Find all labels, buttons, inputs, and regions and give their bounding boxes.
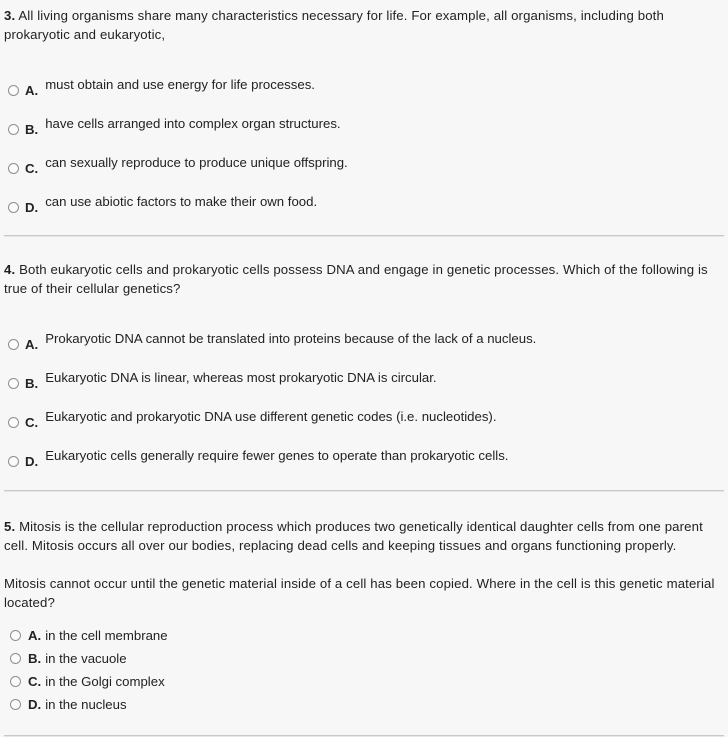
option-text: have cells arranged into complex organ structures. [45,116,341,131]
question-4-option-d[interactable] [4,429,724,468]
option-text: can sexually reproduce to produce unique offspring. [45,155,348,170]
question-3-option-a[interactable] [4,58,724,97]
question-3-prompt-text: All living organisms share many characteristics necessary for life. For example, all organisms, including both prokaryotic and eukaryotic, [4,8,664,42]
question-5-option-b[interactable] [4,647,724,670]
radio-button-icon[interactable] [10,630,21,641]
radio-button-icon[interactable] [8,378,19,389]
question-block-5 [4,517,724,716]
option-letter: D. [28,697,42,712]
question-5-prompt [4,517,724,555]
option-letter: A. [28,628,42,643]
option-letter: C. [25,161,39,176]
option-text: must obtain and use energy for life processes. [45,77,315,92]
radio-button-icon[interactable] [8,85,19,96]
question-block-3 [4,6,724,214]
question-5-prompt-text: Mitosis is the cellular reproduction process which produces two genetically identical daughter cells from one parent cell. Mitosis occurs all over our bodies, replacing dead cells and keeping tissues and organs functioning properly. [4,519,703,553]
question-4-prompt [4,260,724,298]
radio-button-icon[interactable] [8,202,19,213]
question-block-4 [4,260,724,468]
question-3-option-d[interactable] [4,175,724,214]
option-letter: B. [25,122,39,137]
option-text: in the Golgi complex [45,674,165,689]
option-letter: D. [25,200,39,215]
question-3-option-c[interactable] [4,136,724,175]
question-5-number: 5. [4,519,16,534]
option-letter: A. [25,337,39,352]
question-5-option-a[interactable] [4,624,724,647]
question-3-options [4,58,724,214]
option-text: Prokaryotic DNA cannot be translated into proteins because of the lack of a nucleus. [45,331,537,346]
question-3-number: 3. [4,8,16,23]
option-letter: B. [25,376,39,391]
option-text: Eukaryotic and prokaryotic DNA use different genetic codes (i.e. nucleotides). [45,409,497,424]
question-3-option-b[interactable] [4,97,724,136]
question-4-number: 4. [4,262,16,277]
option-letter: A. [25,83,39,98]
question-5-options [4,624,724,716]
option-text: can use abiotic factors to make their own food. [45,194,318,209]
question-4-prompt-text: Both eukaryotic cells and prokaryotic cells possess DNA and engage in genetic processes. Which of the following is true of their cellular genetics? [4,262,708,296]
radio-button-icon[interactable] [10,676,21,687]
radio-button-icon[interactable] [8,456,19,467]
radio-button-icon[interactable] [8,163,19,174]
question-4-options [4,312,724,468]
option-text: in the cell membrane [45,628,168,643]
radio-button-icon[interactable] [8,124,19,135]
question-5-option-d[interactable] [4,693,724,716]
question-5-option-c[interactable] [4,670,724,693]
question-4-option-b[interactable] [4,351,724,390]
option-text: Eukaryotic cells generally require fewer genes to operate than prokaryotic cells. [45,448,509,463]
radio-button-icon[interactable] [10,653,21,664]
option-letter: B. [28,651,42,666]
option-text: in the vacuole [45,651,127,666]
radio-button-icon[interactable] [8,339,19,350]
question-4-option-c[interactable] [4,390,724,429]
option-text: in the nucleus [45,697,127,712]
option-letter: D. [25,454,39,469]
question-5-prompt-second: Mitosis cannot occur until the genetic material inside of a cell has been copied. Where in the cell is this genetic material located? [4,576,715,610]
radio-button-icon[interactable] [10,699,21,710]
radio-button-icon[interactable] [8,417,19,428]
option-letter: C. [28,674,42,689]
option-text: Eukaryotic DNA is linear, whereas most prokaryotic DNA is circular. [45,370,437,385]
question-3-prompt [4,6,724,44]
question-4-option-a[interactable] [4,312,724,351]
option-letter: C. [25,415,39,430]
